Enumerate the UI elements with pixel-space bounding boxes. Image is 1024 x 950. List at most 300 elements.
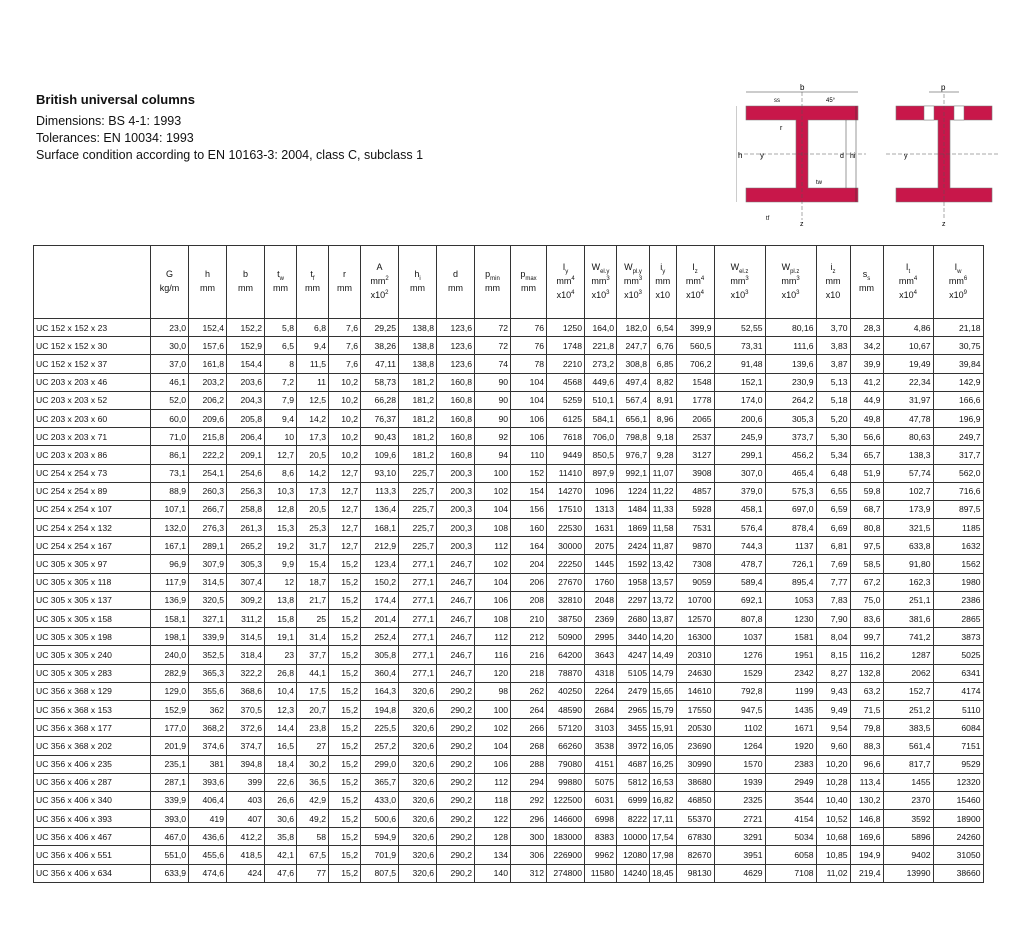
table-cell: 290,2: [437, 773, 475, 791]
table-cell: 5,30: [816, 428, 850, 446]
table-cell: 2210: [547, 355, 585, 373]
table-cell: 130,2: [850, 791, 883, 809]
table-cell: 26,8: [265, 664, 297, 682]
table-cell: 4247: [617, 646, 650, 664]
table-cell: 19,49: [883, 355, 933, 373]
table-cell: 225,7: [399, 464, 437, 482]
table-cell: 72: [475, 319, 511, 337]
table-cell: 6341: [933, 664, 983, 682]
table-cell: 218: [511, 664, 547, 682]
label-h: h: [738, 151, 743, 160]
table-cell: 299,0: [361, 755, 399, 773]
column-header: d mm: [437, 246, 475, 319]
table-cell: 307,0: [714, 464, 765, 482]
table-cell: 15,2: [329, 555, 361, 573]
table-cell: 11,22: [650, 482, 677, 500]
table-cell: 701,9: [361, 846, 399, 864]
table-cell: 13,72: [650, 591, 677, 609]
table-cell: 13,42: [650, 555, 677, 573]
table-cell: 807,8: [714, 610, 765, 628]
table-cell: 42,1: [265, 846, 297, 864]
table-cell: 23: [265, 646, 297, 664]
table-cell: 71,5: [850, 700, 883, 718]
table-cell: 320,6: [399, 682, 437, 700]
table-cell: 2369: [585, 610, 617, 628]
table-cell: 11580: [585, 864, 617, 882]
table-cell: 26,6: [265, 791, 297, 809]
table-cell: 14240: [617, 864, 650, 882]
table-cell: 412,2: [227, 828, 265, 846]
table-cell: 39,9: [850, 355, 883, 373]
table-cell: 6084: [933, 719, 983, 737]
section-designation: UC 254 x 254 x 167: [34, 537, 151, 555]
table-cell: 20310: [676, 646, 714, 664]
table-cell: 1778: [676, 391, 714, 409]
table-cell: 35,8: [265, 828, 297, 846]
table-cell: 3455: [617, 719, 650, 737]
table-cell: 399,9: [676, 319, 714, 337]
table-cell: 57120: [547, 719, 585, 737]
table-cell: 66260: [547, 737, 585, 755]
table-cell: 75,0: [850, 591, 883, 609]
table-cell: 15,2: [329, 682, 361, 700]
table-cell: 264,2: [765, 391, 816, 409]
table-cell: 167,1: [151, 537, 189, 555]
table-cell: 8,15: [816, 646, 850, 664]
table-cell: 5075: [585, 773, 617, 791]
column-header: $I_t$ $mm^4$ $x10^4$: [883, 246, 933, 319]
table-cell: 15,2: [329, 628, 361, 646]
table-cell: 16,82: [650, 791, 677, 809]
table-cell: 352,5: [189, 646, 227, 664]
section-designation: UC 356 x 406 x 467: [34, 828, 151, 846]
table-cell: 424: [227, 864, 265, 882]
table-cell: 10,4: [265, 682, 297, 700]
table-cell: 1037: [714, 628, 765, 646]
table-cell: 246,7: [437, 555, 475, 573]
table-cell: 71,0: [151, 428, 189, 446]
table-cell: 3908: [676, 464, 714, 482]
table-cell: 2048: [585, 591, 617, 609]
table-cell: 589,4: [714, 573, 765, 591]
table-cell: 59,8: [850, 482, 883, 500]
table-cell: 10000: [617, 828, 650, 846]
table-cell: 10,40: [816, 791, 850, 809]
table-cell: 91,48: [714, 355, 765, 373]
table-cell: 455,6: [189, 846, 227, 864]
table-cell: 305,3: [227, 555, 265, 573]
table-cell: 164,0: [585, 319, 617, 337]
table-cell: 4154: [765, 810, 816, 828]
table-cell: 44,1: [297, 664, 329, 682]
table-cell: 383,5: [883, 719, 933, 737]
table-cell: 72: [475, 337, 511, 355]
table-cell: 290,2: [437, 864, 475, 882]
section-designation: UC 203 x 203 x 52: [34, 391, 151, 409]
table-cell: 194,8: [361, 700, 399, 718]
column-header: r mm: [329, 246, 361, 319]
table-cell: 138,8: [399, 337, 437, 355]
table-cell: 122500: [547, 791, 585, 809]
table-cell: 10,2: [329, 446, 361, 464]
table-cell: 3538: [585, 737, 617, 755]
table-cell: 12,7: [329, 537, 361, 555]
table-cell: 128: [475, 828, 511, 846]
table-cell: 633,9: [151, 864, 189, 882]
table-cell: 254,6: [227, 464, 265, 482]
table-cell: 419: [189, 810, 227, 828]
table-cell: 6999: [617, 791, 650, 809]
table-cell: 37,7: [297, 646, 329, 664]
table-cell: 15,2: [329, 573, 361, 591]
table-cell: 152,4: [189, 319, 227, 337]
table-cell: 15,2: [329, 864, 361, 882]
table-cell: 200,3: [437, 500, 475, 518]
table-cell: 206: [511, 573, 547, 591]
table-cell: 5,13: [816, 373, 850, 391]
table-cell: 2383: [765, 755, 816, 773]
table-cell: 510,1: [585, 391, 617, 409]
table-cell: 247,7: [617, 337, 650, 355]
table-cell: 219,4: [850, 864, 883, 882]
table-cell: 2537: [676, 428, 714, 446]
table-cell: 320,5: [189, 591, 227, 609]
table-cell: 246,7: [437, 628, 475, 646]
table-cell: 150,2: [361, 573, 399, 591]
table-cell: 5,34: [816, 446, 850, 464]
table-cell: 1313: [585, 500, 617, 518]
table-cell: 9,54: [816, 719, 850, 737]
table-cell: 215,8: [189, 428, 227, 446]
table-cell: 11,02: [816, 864, 850, 882]
table-cell: 10: [265, 428, 297, 446]
table-cell: 290,2: [437, 682, 475, 700]
table-cell: 22250: [547, 555, 585, 573]
column-header: $i_z$ mm x10: [816, 246, 850, 319]
i-beam-section-holes-icon: [886, 83, 1000, 228]
table-cell: 1592: [617, 555, 650, 573]
table-cell: 467,0: [151, 828, 189, 846]
table-cell: 21,7: [297, 591, 329, 609]
table-cell: 11,07: [650, 464, 677, 482]
table-cell: 166,6: [933, 391, 983, 409]
table-cell: 10,52: [816, 810, 850, 828]
table-cell: 807,5: [361, 864, 399, 882]
table-cell: 104: [475, 500, 511, 518]
surface-condition-line: Surface condition according to EN 10163-3: 2004, class C, subclass 1: [36, 148, 424, 162]
table-cell: 1224: [617, 482, 650, 500]
table-cell: 58: [297, 828, 329, 846]
table-cell: 254,1: [189, 464, 227, 482]
table-cell: 76: [511, 337, 547, 355]
column-header: h mm: [189, 246, 227, 319]
table-cell: 102: [475, 719, 511, 737]
table-cell: 162,3: [883, 573, 933, 591]
table-cell: 15,2: [329, 664, 361, 682]
column-header: $W_{pl.z}$ $mm^3$ $x10^3$: [765, 246, 816, 319]
table-cell: 106: [511, 409, 547, 427]
table-cell: 78870: [547, 664, 585, 682]
table-cell: 4,86: [883, 319, 933, 337]
table-cell: 258,8: [227, 500, 265, 518]
table-row: [34, 828, 984, 846]
table-row: [34, 573, 984, 591]
table-cell: 113,4: [850, 773, 883, 791]
table-cell: 1581: [765, 628, 816, 646]
table-cell: 109,6: [361, 446, 399, 464]
table-cell: 266,7: [189, 500, 227, 518]
table-cell: 108: [475, 519, 511, 537]
table-cell: 273,2: [585, 355, 617, 373]
table-cell: 393,6: [189, 773, 227, 791]
table-cell: 97,5: [850, 537, 883, 555]
table-cell: 106: [511, 428, 547, 446]
table-cell: 182,0: [617, 319, 650, 337]
table-cell: 37,0: [151, 355, 189, 373]
table-cell: 7618: [547, 428, 585, 446]
column-header: $t_w$ mm: [265, 246, 297, 319]
table-cell: 96,9: [151, 555, 189, 573]
table-cell: 2342: [765, 664, 816, 682]
label-hi: hi: [850, 153, 856, 160]
table-cell: 1958: [617, 573, 650, 591]
page-title: British universal columns: [36, 92, 195, 107]
label-tf: tf: [766, 216, 770, 222]
section-designation: UC 203 x 203 x 60: [34, 409, 151, 427]
table-cell: 5105: [617, 664, 650, 682]
table-cell: 157,6: [189, 337, 227, 355]
table-cell: 327,1: [189, 610, 227, 628]
table-cell: 7,69: [816, 555, 850, 573]
table-cell: 64200: [547, 646, 585, 664]
table-cell: 74: [475, 355, 511, 373]
table-cell: 365,7: [361, 773, 399, 791]
table-cell: 225,7: [399, 482, 437, 500]
table-cell: 49,2: [297, 810, 329, 828]
table-cell: 817,7: [883, 755, 933, 773]
table-row: [34, 337, 984, 355]
table-cell: 160,8: [437, 409, 475, 427]
table-cell: 235,1: [151, 755, 189, 773]
table-cell: 249,7: [933, 428, 983, 446]
table-cell: 15,2: [329, 773, 361, 791]
table-cell: 57,74: [883, 464, 933, 482]
table-cell: 320,6: [399, 755, 437, 773]
table-cell: 38660: [933, 864, 983, 882]
column-header: $W_{pl.y}$ $mm^3$ $x10^3$: [617, 246, 650, 319]
table-cell: 39,84: [933, 355, 983, 373]
table-cell: 3544: [765, 791, 816, 809]
table-cell: 12,7: [329, 464, 361, 482]
table-cell: 17,11: [650, 810, 677, 828]
table-cell: 27: [297, 737, 329, 755]
table-cell: 104: [511, 391, 547, 409]
table-cell: 42,9: [297, 791, 329, 809]
table-cell: 23,8: [297, 719, 329, 737]
table-cell: 177,0: [151, 719, 189, 737]
table-cell: 12570: [676, 610, 714, 628]
label-z2: z: [942, 221, 946, 228]
table-row: [34, 482, 984, 500]
table-cell: 976,7: [617, 446, 650, 464]
table-cell: 88,9: [151, 482, 189, 500]
table-cell: 205,8: [227, 409, 265, 427]
table-cell: 146600: [547, 810, 585, 828]
table-cell: 160,8: [437, 446, 475, 464]
table-cell: 1631: [585, 519, 617, 537]
table-cell: 706,2: [676, 355, 714, 373]
table-cell: 60,0: [151, 409, 189, 427]
table-cell: 158,1: [151, 610, 189, 628]
table-cell: 8,96: [650, 409, 677, 427]
table-cell: 5259: [547, 391, 585, 409]
table-cell: 594,9: [361, 828, 399, 846]
table-cell: 3873: [933, 628, 983, 646]
table-cell: 320,6: [399, 700, 437, 718]
table-cell: 895,4: [765, 573, 816, 591]
table-cell: 7531: [676, 519, 714, 537]
table-cell: 320,6: [399, 719, 437, 737]
table-cell: 12080: [617, 846, 650, 864]
table-cell: 154: [511, 482, 547, 500]
table-cell: 5025: [933, 646, 983, 664]
table-cell: 265,2: [227, 537, 265, 555]
section-table-container: [33, 245, 984, 883]
table-cell: 368,2: [189, 719, 227, 737]
section-designation: UC 203 x 203 x 71: [34, 428, 151, 446]
table-cell: 111,6: [765, 337, 816, 355]
table-cell: 136,4: [361, 500, 399, 518]
table-cell: 212: [511, 628, 547, 646]
table-cell: 289,1: [189, 537, 227, 555]
table-cell: 139,6: [765, 355, 816, 373]
table-cell: 312: [511, 864, 547, 882]
table-cell: 80,8: [850, 519, 883, 537]
table-cell: 123,4: [361, 555, 399, 573]
table-cell: 3,87: [816, 355, 850, 373]
column-header: [34, 246, 151, 319]
table-cell: 403: [227, 791, 265, 809]
table-cell: 30,2: [297, 755, 329, 773]
table-cell: 99,7: [850, 628, 883, 646]
table-cell: 320,6: [399, 791, 437, 809]
table-cell: 100: [475, 464, 511, 482]
label-z: z: [800, 221, 804, 228]
table-cell: 307,9: [189, 555, 227, 573]
label-y: y: [760, 151, 764, 160]
table-cell: 3103: [585, 719, 617, 737]
table-row: [34, 628, 984, 646]
table-cell: 320,6: [399, 810, 437, 828]
table-cell: 500,6: [361, 810, 399, 828]
column-header: $t_f$ mm: [297, 246, 329, 319]
section-designation: UC 305 x 305 x 283: [34, 664, 151, 682]
table-cell: 160: [511, 519, 547, 537]
table-cell: 365,3: [189, 664, 227, 682]
table-cell: 1939: [714, 773, 765, 791]
table-cell: 55370: [676, 810, 714, 828]
table-cell: 5,8: [265, 319, 297, 337]
table-cell: 394,8: [227, 755, 265, 773]
table-cell: 138,3: [883, 446, 933, 464]
table-cell: 210: [511, 610, 547, 628]
table-cell: 156: [511, 500, 547, 518]
table-cell: 7,6: [329, 337, 361, 355]
table-cell: 15,2: [329, 737, 361, 755]
table-cell: 46,1: [151, 373, 189, 391]
table-cell: 1760: [585, 573, 617, 591]
table-cell: 373,7: [765, 428, 816, 446]
table-row: [34, 864, 984, 882]
table-cell: 277,1: [399, 555, 437, 573]
table-cell: 567,4: [617, 391, 650, 409]
table-cell: 22530: [547, 519, 585, 537]
label-ss: ss: [774, 98, 780, 104]
table-cell: 108: [475, 610, 511, 628]
table-cell: 18900: [933, 810, 983, 828]
table-cell: 12320: [933, 773, 983, 791]
table-cell: 73,1: [151, 464, 189, 482]
table-cell: 2424: [617, 537, 650, 555]
table-cell: 339,9: [151, 791, 189, 809]
table-cell: 15,2: [329, 810, 361, 828]
table-row: [34, 500, 984, 518]
table-cell: 206,2: [189, 391, 227, 409]
table-cell: 3127: [676, 446, 714, 464]
table-cell: 38750: [547, 610, 585, 628]
table-cell: 63,2: [850, 682, 883, 700]
table-cell: 6,55: [816, 482, 850, 500]
table-cell: 339,9: [189, 628, 227, 646]
table-cell: 79,8: [850, 719, 883, 737]
table-cell: 40250: [547, 682, 585, 700]
table-cell: 7,83: [816, 591, 850, 609]
table-cell: 6998: [585, 810, 617, 828]
table-row: [34, 409, 984, 427]
table-cell: 50900: [547, 628, 585, 646]
table-cell: 98130: [676, 864, 714, 882]
table-cell: 2370: [883, 791, 933, 809]
table-cell: 18,7: [297, 573, 329, 591]
table-cell: 12,8: [265, 500, 297, 518]
table-cell: 320,6: [399, 737, 437, 755]
table-cell: 46850: [676, 791, 714, 809]
table-cell: 123,6: [437, 337, 475, 355]
table-cell: 11,87: [650, 537, 677, 555]
column-header: $s_s$ mm: [850, 246, 883, 319]
table-cell: 154,4: [227, 355, 265, 373]
table-cell: 2684: [585, 700, 617, 718]
table-cell: 2680: [617, 610, 650, 628]
section-designation: UC 356 x 406 x 634: [34, 864, 151, 882]
table-cell: 14,4: [265, 719, 297, 737]
table-cell: 6031: [585, 791, 617, 809]
table-cell: 15,2: [329, 719, 361, 737]
table-cell: 5896: [883, 828, 933, 846]
table-cell: 102: [475, 482, 511, 500]
table-cell: 3,70: [816, 319, 850, 337]
table-cell: 726,1: [765, 555, 816, 573]
table-cell: 5,20: [816, 409, 850, 427]
section-diagram: [736, 80, 1006, 230]
table-cell: 225,7: [399, 500, 437, 518]
table-cell: 257,2: [361, 737, 399, 755]
table-cell: 1548: [676, 373, 714, 391]
table-cell: 20,5: [297, 446, 329, 464]
table-cell: 947,5: [714, 700, 765, 718]
table-cell: 317,7: [933, 446, 983, 464]
table-cell: 15,8: [265, 610, 297, 628]
